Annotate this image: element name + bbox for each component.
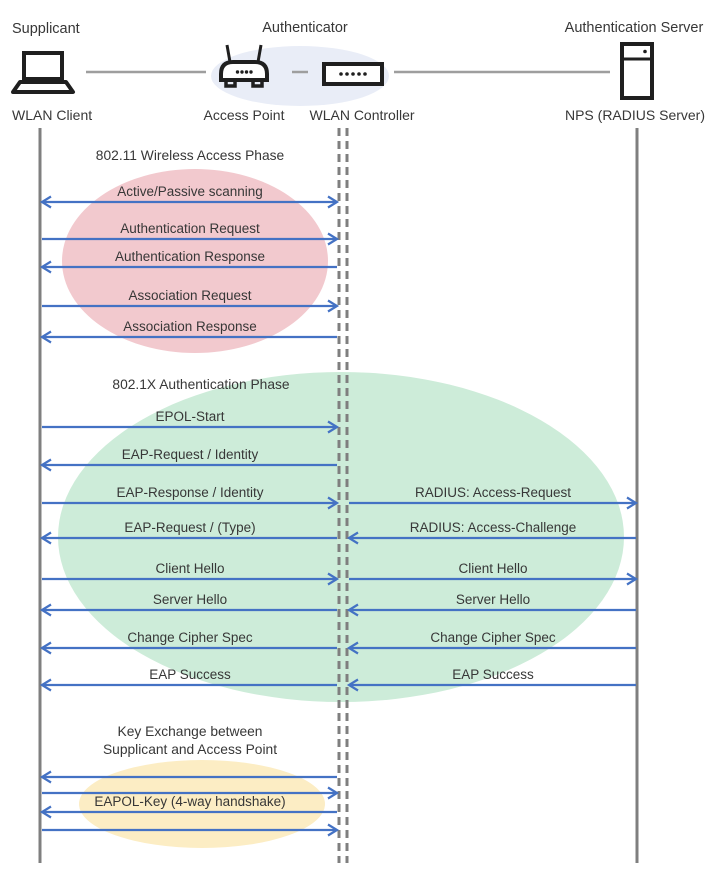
message-label: EPOL-Start: [155, 409, 225, 424]
message-label: EAP-Request / (Type): [124, 520, 256, 535]
wlan-controller-icon: [324, 64, 382, 84]
message-label: Change Cipher Spec: [430, 630, 556, 645]
message-label: RADIUS: Access-Request: [414, 485, 572, 500]
message-label: Server Hello: [455, 592, 531, 607]
nps-radius-server-label: NPS (RADIUS Server): [564, 107, 706, 123]
phase3-title-line2: Supplicant and Access Point: [102, 742, 278, 757]
message-label: Authentication Request: [120, 221, 260, 236]
wlan-client-label: WLAN Client: [12, 107, 93, 123]
authentication-server-role-label: Authentication Server: [564, 20, 704, 36]
message-label: Server Hello: [152, 592, 228, 607]
laptop-icon: [13, 53, 73, 92]
message-label: EAP Success: [149, 667, 231, 682]
server-icon: [622, 44, 652, 98]
message-label: Association Response: [123, 319, 257, 334]
phase2-title: 802.1X Authentication Phase: [112, 377, 290, 392]
message-label: EAP Success: [452, 667, 534, 682]
message-label: EAPOL-Key (4-way handshake): [94, 794, 286, 809]
message-label: Client Hello: [155, 561, 225, 576]
message-label: Association Request: [128, 288, 252, 303]
authenticator-role-label: Authenticator: [262, 20, 348, 36]
access-point-icon: [221, 45, 267, 86]
supplicant-role-label: Supplicant: [12, 21, 80, 37]
phase3-title-line1: Key Exchange between: [117, 724, 263, 739]
message-label: EAP-Response / Identity: [116, 485, 264, 500]
message-label: Active/Passive scanning: [117, 184, 263, 199]
message-label: Change Cipher Spec: [127, 630, 253, 645]
message-label: Client Hello: [458, 561, 528, 576]
access-point-label: Access Point: [203, 107, 285, 123]
wlan-controller-label: WLAN Controller: [309, 107, 415, 123]
message-label: EAP-Request / Identity: [121, 447, 259, 462]
phase1-title: 802.11 Wireless Access Phase: [95, 148, 285, 163]
message-label: Authentication Response: [114, 249, 266, 264]
message-label: RADIUS: Access-Challenge: [409, 520, 577, 535]
